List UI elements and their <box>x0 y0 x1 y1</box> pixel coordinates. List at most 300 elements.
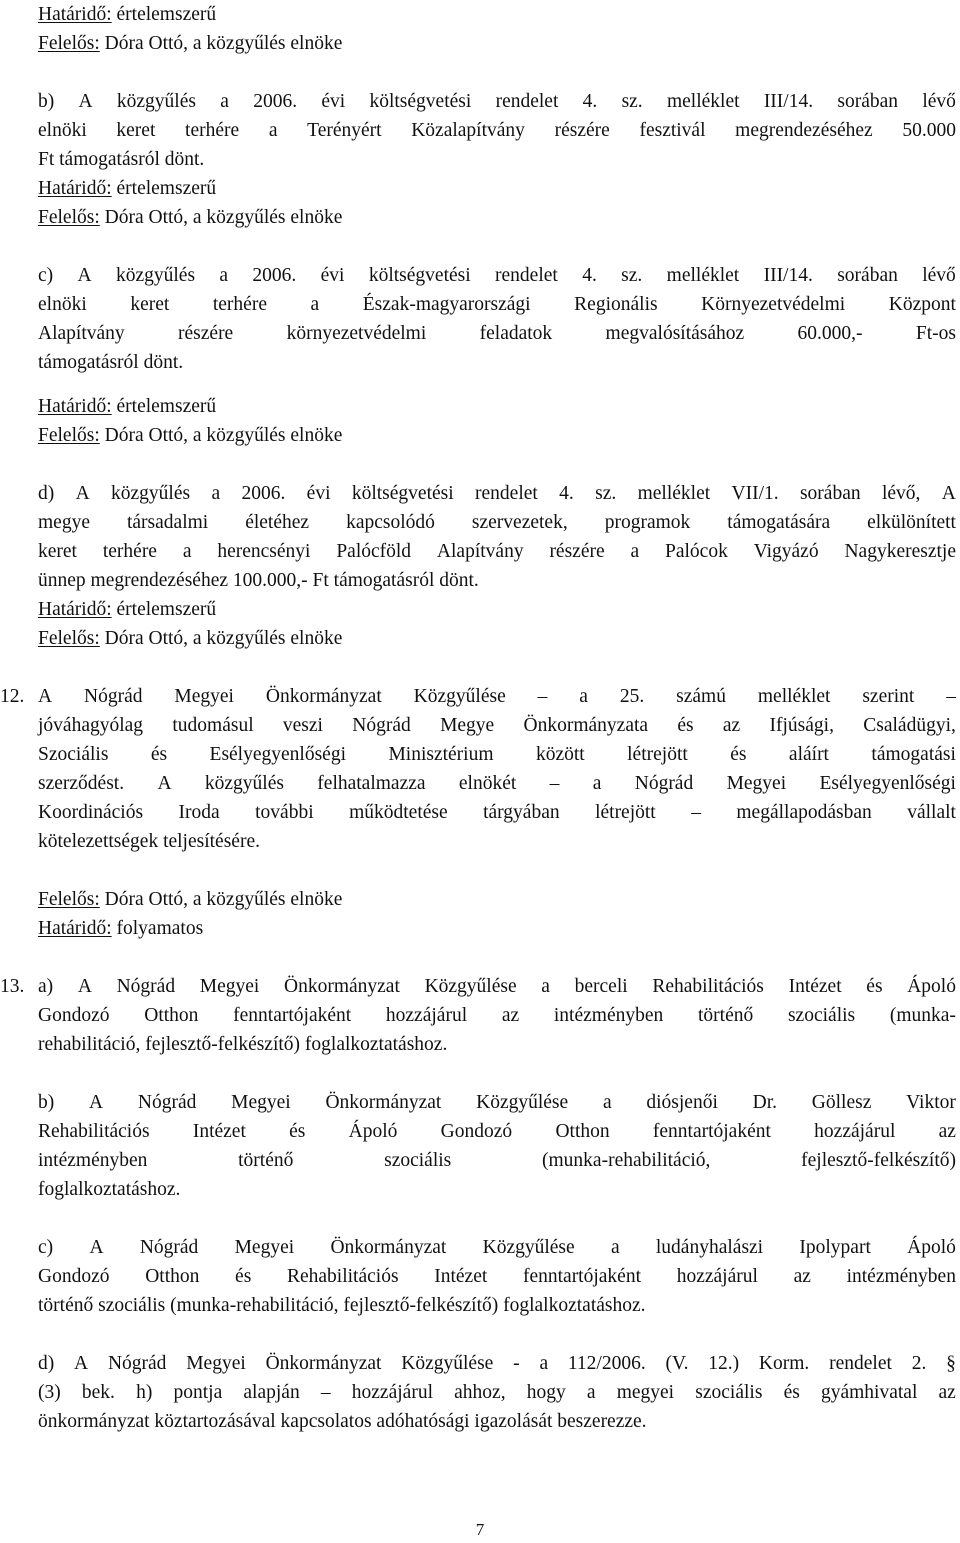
word: keret <box>38 541 77 562</box>
word: hogy <box>526 1382 566 1403</box>
word: sz. <box>621 91 643 112</box>
word: 12.) <box>708 1353 740 1374</box>
word: Észak-magyarországi <box>362 294 531 315</box>
word: és <box>677 715 694 736</box>
text-line: önkormányzat köztartozásával kapcsolatos adóhatósági igazolását beszerezze. <box>38 1411 647 1432</box>
word: közgyűlés <box>116 91 196 112</box>
justified-line <box>38 798 956 827</box>
word: elnökét <box>458 773 517 794</box>
word: 2. <box>911 1353 927 1374</box>
word: VII/1. <box>731 483 779 504</box>
felelos-line <box>38 885 956 914</box>
word: 60.000,- <box>797 323 863 344</box>
text-line: történő szociális (munka-rehabilitáció, fejlesztő-felkészítő) foglalkoztatáshoz. <box>38 1295 646 1316</box>
word: intézményben <box>846 1266 956 1287</box>
word: szociális <box>695 1382 763 1403</box>
word: a <box>220 91 229 112</box>
justified-line <box>38 1378 956 1407</box>
word: b) <box>38 1092 55 1113</box>
justified-line <box>38 290 956 319</box>
word: elnöki <box>38 120 87 141</box>
word: Ipolypart <box>799 1237 871 1258</box>
text-line: rehabilitáció, fejlesztő-felkészítő) foglalkoztatáshoz. <box>38 1034 448 1055</box>
hatarido-value: értelemszerű <box>111 4 217 25</box>
hatarido-label: Határidő: <box>38 396 112 417</box>
word: – <box>320 1382 331 1403</box>
word: programok <box>604 512 691 533</box>
word: Ifjúsági, <box>769 715 834 736</box>
word: (3) <box>38 1382 61 1403</box>
word: Rehabilitációs <box>652 976 764 997</box>
word: Rehabilitációs <box>38 1121 150 1142</box>
word: – <box>537 686 548 707</box>
word: megye <box>38 512 90 533</box>
felelos-value: Dóra Ottó, a közgyűlés elnöke <box>99 207 343 228</box>
word: számú <box>676 686 726 707</box>
word: Palócföld <box>336 541 412 562</box>
word: Esélyegyenlőségi <box>209 744 346 765</box>
word: 4. <box>559 483 574 504</box>
word: sz. <box>621 265 643 286</box>
word: életéhez <box>245 512 310 533</box>
word: 2006. <box>241 483 286 504</box>
item-number: 12. <box>0 686 25 707</box>
paragraph-13d <box>38 1349 956 1436</box>
word: b) <box>38 91 55 112</box>
word: Gondozó <box>38 1005 110 1026</box>
word: fejlesztő-felkészítő) <box>801 1150 956 1171</box>
word: Környezetvédelmi <box>701 294 846 315</box>
word: Megyei <box>174 686 234 707</box>
word: Vigyázó <box>753 541 819 562</box>
justified-line <box>38 1146 956 1175</box>
hatarido-line <box>38 174 956 203</box>
word: és <box>235 1266 252 1287</box>
word: hozzájárul <box>814 1121 896 1142</box>
word: A <box>77 976 92 997</box>
word: megyei <box>616 1382 675 1403</box>
word: gyámhivatal <box>820 1382 918 1403</box>
word: sz. <box>595 483 617 504</box>
word: elkülönített <box>867 512 956 533</box>
word: Megyei <box>199 976 260 997</box>
word: melléklet <box>757 686 831 707</box>
word: tudomásul <box>172 715 254 736</box>
hatarido-line <box>38 914 956 943</box>
justified-line <box>38 261 956 290</box>
word: A <box>74 1353 89 1374</box>
word: 4. <box>582 265 597 286</box>
word: aláírt <box>788 744 829 765</box>
word: Közgyűlése <box>476 1092 569 1113</box>
justified-line <box>38 1262 956 1291</box>
word: társadalmi <box>126 512 209 533</box>
word: 2006. <box>253 91 298 112</box>
word: szervezetek, <box>471 512 568 533</box>
word: keret <box>116 120 156 141</box>
word: rendelet <box>495 265 558 286</box>
word: A <box>941 483 956 504</box>
word: § <box>946 1353 956 1374</box>
word: Közgyűlése <box>413 686 506 707</box>
word: melléklet <box>637 483 711 504</box>
word: terhére <box>102 541 157 562</box>
felelos-value: Dóra Ottó, a közgyűlés elnöke <box>99 425 343 446</box>
word: Közgyűlése <box>482 1237 575 1258</box>
word: Viktor <box>906 1092 956 1113</box>
justified-line <box>38 972 956 1001</box>
word: a <box>610 1237 620 1258</box>
word: feladatok <box>479 323 553 344</box>
paragraph-c <box>38 261 956 377</box>
word: Alapítvány <box>436 541 524 562</box>
word: a <box>310 294 320 315</box>
word: létrejött <box>595 802 656 823</box>
word: vállalt <box>907 802 956 823</box>
word: a <box>602 1092 612 1113</box>
word: Minisztérium <box>388 744 494 765</box>
justified-line <box>38 1233 956 1262</box>
word: lévő <box>922 91 956 112</box>
justified-line <box>38 87 956 116</box>
word: fenntartójaként <box>522 1266 641 1287</box>
word: Önkormányzat <box>265 686 382 707</box>
word: Közgyűlése <box>401 1353 494 1374</box>
word: tárgyában <box>483 802 560 823</box>
word: herencsényi <box>217 541 311 562</box>
word: Iroda <box>178 802 220 823</box>
word: az <box>793 1266 811 1287</box>
word: – <box>549 773 560 794</box>
word: Ápoló <box>907 1237 956 1258</box>
felelos-label: Felelős: <box>38 628 100 649</box>
word: a <box>539 1353 549 1374</box>
hatarido-value: értelemszerű <box>111 396 217 417</box>
word: Közalapítvány <box>411 120 525 141</box>
word: a) <box>38 976 54 997</box>
justified-line <box>38 740 956 769</box>
hatarido-label: Határidő: <box>38 4 112 25</box>
word: támogatási <box>871 744 956 765</box>
word: a <box>630 541 640 562</box>
word: keret <box>130 294 170 315</box>
word: Szociális <box>38 744 109 765</box>
word: támogatására <box>727 512 831 533</box>
word: Megyei <box>186 1353 246 1374</box>
word: Palócok <box>665 541 728 562</box>
word: működtetése <box>349 802 448 823</box>
word: Önkormányzat <box>330 1237 447 1258</box>
paragraph-d <box>38 479 956 595</box>
justified-line <box>38 711 956 740</box>
hatarido-line <box>38 392 956 421</box>
word: rendelet <box>829 1353 892 1374</box>
hatarido-label: Határidő: <box>38 178 112 199</box>
felelos-value: Dóra Ottó, a közgyűlés elnöke <box>99 33 343 54</box>
word: és <box>866 976 883 997</box>
word: A <box>75 483 90 504</box>
word: 2006. <box>252 265 297 286</box>
word: Nógrád <box>84 686 143 707</box>
justified-line <box>38 479 956 508</box>
word: fenntartójaként <box>233 1005 352 1026</box>
word: szociális <box>787 1005 856 1026</box>
justified-line <box>38 319 956 348</box>
word: lévő, <box>881 483 921 504</box>
word: Nógrád <box>107 1353 167 1374</box>
felelos-label: Felelős: <box>38 33 100 54</box>
word: történő <box>238 1150 294 1171</box>
word: az <box>722 715 741 736</box>
word: fenntartójaként <box>652 1121 771 1142</box>
word: évi <box>306 483 331 504</box>
word: és <box>289 1121 306 1142</box>
paragraph-b <box>38 87 956 174</box>
word: szociális <box>384 1150 452 1171</box>
word: Nógrád <box>116 976 176 997</box>
word: melléklet <box>666 91 740 112</box>
word: Önkormányzat <box>284 976 400 997</box>
word: Intézet <box>788 976 842 997</box>
word: Gondozó <box>38 1266 110 1287</box>
word: intézményben <box>38 1150 148 1171</box>
word: között <box>535 744 585 765</box>
word: – <box>691 802 701 823</box>
word: (V. <box>665 1353 689 1374</box>
felelos-line <box>38 203 956 232</box>
word: lévő <box>922 265 956 286</box>
paragraph-13b <box>38 1088 956 1204</box>
word: Ft-os <box>915 323 956 344</box>
hatarido-value: folyamatos <box>111 918 204 939</box>
justified-line <box>38 769 956 798</box>
word: sorában <box>837 265 898 286</box>
word: rendelet <box>495 91 559 112</box>
word: közgyűlés <box>204 773 284 794</box>
word: Nógrád <box>139 1237 199 1258</box>
paragraph-13c <box>38 1233 956 1320</box>
word: költségvetési <box>368 265 471 286</box>
hatarido-label: Határidő: <box>38 918 112 939</box>
word: Terényért <box>307 120 382 141</box>
word: III/14. <box>763 91 814 112</box>
word: a <box>586 1382 596 1403</box>
word: c) <box>38 1237 54 1258</box>
word: Dr. <box>752 1092 778 1113</box>
word: 25. <box>619 686 645 707</box>
word: Rehabilitációs <box>286 1266 399 1287</box>
word: pontja <box>173 1382 223 1403</box>
word: a <box>579 686 588 707</box>
word: Regionális <box>574 294 658 315</box>
word: Göllesz <box>811 1092 872 1113</box>
felelos-line <box>38 624 956 653</box>
word: Megyei <box>234 1237 295 1258</box>
item-12 <box>0 682 956 856</box>
hatarido-value: értelemszerű <box>111 178 217 199</box>
word: Önkormányzata <box>523 715 649 736</box>
word: veszi <box>282 715 323 736</box>
word: Otthon <box>555 1121 610 1142</box>
word: – <box>946 686 956 707</box>
word: Intézet <box>192 1121 246 1142</box>
text-line: támogatásról dönt. <box>38 352 184 373</box>
word: sorában <box>837 91 899 112</box>
word: kapcsolódó <box>346 512 435 533</box>
word: (munka- <box>889 1005 956 1026</box>
item-number: 13. <box>0 976 25 997</box>
word: d) <box>38 1353 55 1374</box>
page-number: 7 <box>475 1520 485 1539</box>
justified-line <box>38 508 956 537</box>
word: szerint <box>862 686 915 707</box>
word: felhatalmazza <box>317 773 426 794</box>
word: megrendezéséhez <box>735 120 873 141</box>
word: terhére <box>185 120 240 141</box>
word: III/14. <box>763 265 813 286</box>
word: Közgyűlése <box>424 976 517 997</box>
word: megvalósításához <box>605 323 745 344</box>
word: A <box>38 686 53 707</box>
word: (munka-rehabilitáció, <box>542 1150 711 1171</box>
text-line: foglalkoztatáshoz. <box>38 1179 181 1200</box>
word: Ápoló <box>348 1121 398 1142</box>
word: a <box>268 120 278 141</box>
word: melléklet <box>666 265 740 286</box>
word: költségvetési <box>351 483 454 504</box>
word: hozzájárul <box>351 1382 433 1403</box>
text-line: ünnep megrendezéséhez 100.000,- Ft támogatásról dönt. <box>38 570 479 591</box>
word: Önkormányzat <box>325 1092 442 1113</box>
item-13 <box>0 972 956 1059</box>
felelos-label: Felelős: <box>38 425 100 446</box>
hatarido-value: értelemszerű <box>111 599 217 620</box>
word: szerződést. <box>38 773 125 794</box>
word: alapján <box>243 1382 300 1403</box>
word: közgyűlés <box>111 483 191 504</box>
word: Megyei <box>726 773 787 794</box>
word: részére <box>554 120 610 141</box>
felelos-label: Felelős: <box>38 889 100 910</box>
word: az <box>938 1121 956 1142</box>
hatarido-line <box>38 0 956 29</box>
word: évi <box>321 91 346 112</box>
justified-line <box>38 1349 956 1378</box>
word: ahhoz, <box>454 1382 506 1403</box>
word: részére <box>178 323 234 344</box>
word: diósjenői <box>646 1092 718 1113</box>
felelos-line <box>38 29 956 58</box>
text-line: kötelezettségek teljesítésére. <box>38 831 260 852</box>
word: sorában <box>799 483 861 504</box>
justified-line <box>38 116 956 145</box>
felelos-value: Dóra Ottó, a közgyűlés elnöke <box>99 628 343 649</box>
word: hozzájárul <box>385 1005 468 1026</box>
word: történő <box>698 1005 754 1026</box>
word: A <box>89 1092 104 1113</box>
word: berceli <box>574 976 628 997</box>
word: terhére <box>212 294 267 315</box>
word: és <box>150 744 168 765</box>
word: és <box>783 1382 800 1403</box>
word: Otthon <box>145 1266 200 1287</box>
word: a <box>182 541 192 562</box>
word: Megyei <box>231 1092 291 1113</box>
word: hozzájárul <box>676 1266 758 1287</box>
word: közgyűlés <box>115 265 196 286</box>
word: és <box>730 744 747 765</box>
word: Esélyegyenlőségi <box>819 773 956 794</box>
word: Családügyi, <box>863 715 956 736</box>
word: az <box>938 1382 956 1403</box>
word: c) <box>38 265 54 286</box>
justified-line <box>38 682 956 711</box>
paragraph-12 <box>38 682 956 856</box>
word: fesztivál <box>639 120 706 141</box>
word: Nógrád <box>137 1092 197 1113</box>
word: - <box>513 1353 520 1374</box>
felelos-value: Dóra Ottó, a közgyűlés elnöke <box>99 889 343 910</box>
word: Nagykeresztje <box>844 541 956 562</box>
word: az <box>501 1005 520 1026</box>
word: intézményben <box>553 1005 664 1026</box>
word: a <box>541 976 550 997</box>
word: Központ <box>888 294 956 315</box>
justified-line <box>38 537 956 566</box>
word: Önkormányzat <box>265 1353 382 1374</box>
word: ludányhalászi <box>655 1237 764 1258</box>
word: Koordinációs <box>38 802 144 823</box>
word: bek. <box>81 1382 115 1403</box>
word: Gondozó <box>440 1121 513 1142</box>
word: Ápoló <box>907 976 956 997</box>
word: Nógrád <box>634 773 694 794</box>
word: Korm. <box>758 1353 810 1374</box>
word: Megye <box>440 715 495 736</box>
word: létrejött <box>627 744 688 765</box>
word: rendelet <box>475 483 538 504</box>
word: Otthon <box>144 1005 199 1026</box>
word: Alapítvány <box>38 323 125 344</box>
paragraph-13a <box>38 972 956 1059</box>
word: részére <box>549 541 605 562</box>
word: A <box>78 91 93 112</box>
word: jóváhagyólag <box>38 715 144 736</box>
justified-line <box>38 1001 956 1030</box>
word: elnöki <box>38 294 87 315</box>
word: a <box>592 773 602 794</box>
justified-line <box>38 1117 956 1146</box>
word: 112/2006. <box>567 1353 646 1374</box>
word: Intézet <box>434 1266 488 1287</box>
felelos-label: Felelős: <box>38 207 100 228</box>
word: 50.000 <box>902 120 956 141</box>
word: 4. <box>582 91 598 112</box>
word: A <box>157 773 172 794</box>
word: a <box>211 483 221 504</box>
word: A <box>89 1237 104 1258</box>
hatarido-label: Határidő: <box>38 599 112 620</box>
word: évi <box>320 265 345 286</box>
felelos-line <box>38 421 956 450</box>
word: környezetvédelmi <box>286 323 427 344</box>
word: további <box>255 802 314 823</box>
word: költségvetési <box>369 91 472 112</box>
word: a <box>219 265 229 286</box>
word: h) <box>136 1382 153 1403</box>
word: Nógrád <box>352 715 411 736</box>
word: A <box>77 265 92 286</box>
